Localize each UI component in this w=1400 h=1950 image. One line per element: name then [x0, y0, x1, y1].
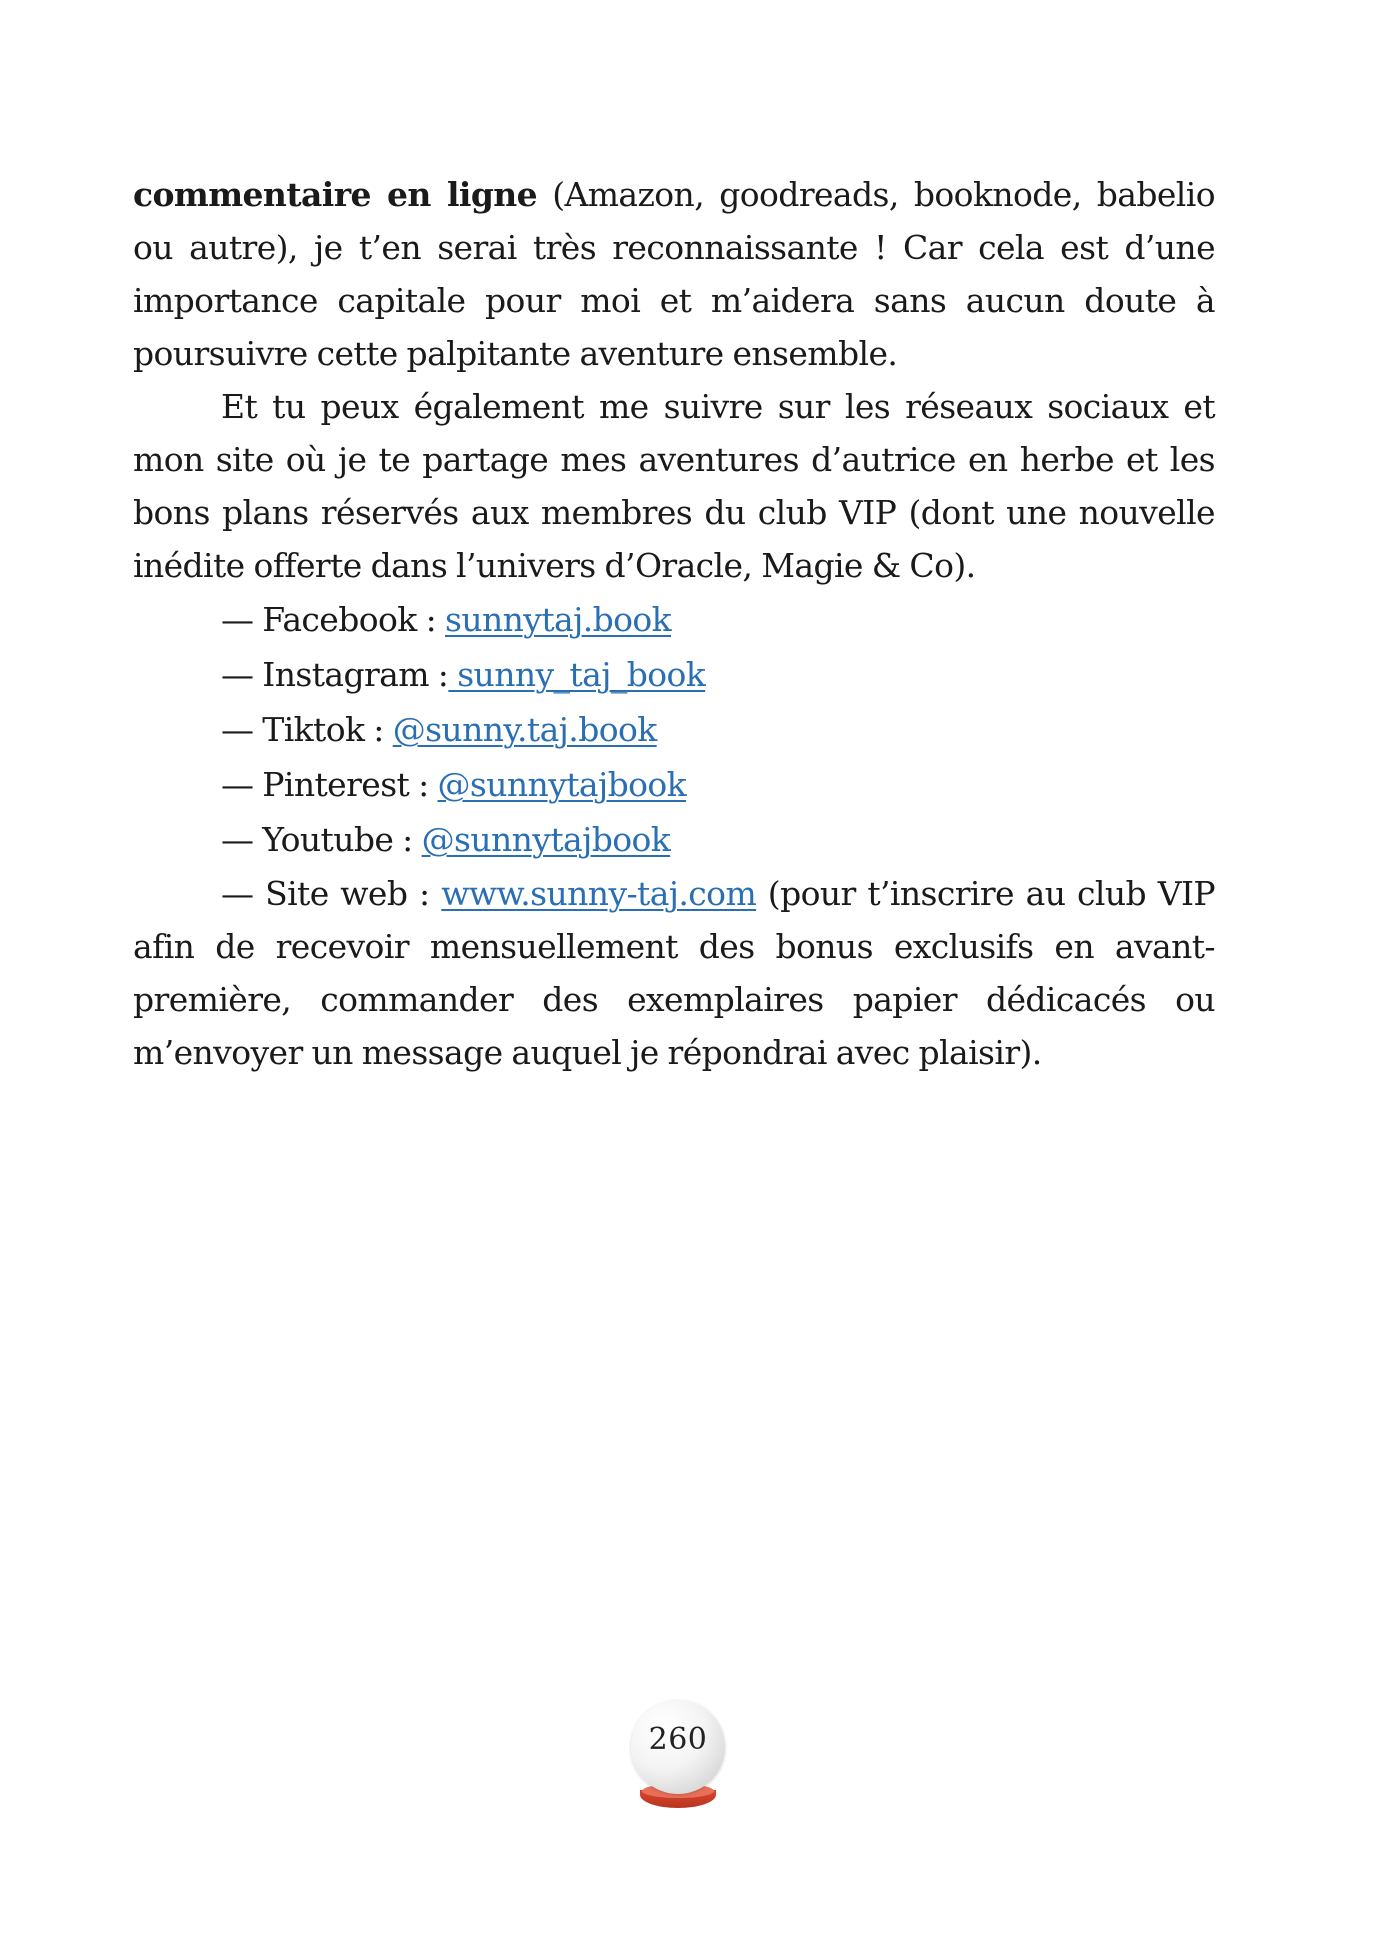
paragraph-text: (Amazon, goodreads, booknode, babelio ou autre), je t’en serai très reconnaissante ! Car cela est d’une importance capitale pour moi et m’aidera sans aucun doute à poursuivre cette palpitante aventure ensemble.	[133, 175, 1215, 373]
paragraph-website	[133, 867, 1215, 1079]
social-label: — Pinterest :	[221, 765, 438, 804]
social-tiktok	[133, 702, 1215, 757]
facebook-link[interactable]: sunnytaj.book	[445, 600, 672, 639]
social-instagram	[133, 647, 1215, 702]
page-number-badge	[628, 1700, 728, 1812]
page-number: 260	[648, 1722, 708, 1757]
social-label: — Youtube :	[221, 820, 422, 859]
page-body	[133, 168, 1215, 1079]
website-label: — Site web :	[221, 874, 442, 913]
bold-lead: commentaire en ligne	[133, 175, 538, 214]
youtube-link[interactable]: @sunnytajbook	[421, 820, 671, 859]
tiktok-link[interactable]: @sunny.taj.book	[392, 710, 657, 749]
website-link[interactable]: www.sunny-taj.com	[441, 874, 757, 913]
website-description: (pour t’inscrire au club VIP afin de recevoir mensuellement des bonus exclusifs en avant-première, commander des exemplaires papier dédicacés ou m’envoyer un message auquel je répondrai avec plaisir).	[133, 874, 1215, 1072]
social-label: — Facebook :	[221, 600, 445, 639]
social-facebook	[133, 592, 1215, 647]
social-youtube	[133, 812, 1215, 867]
social-label: — Tiktok :	[221, 710, 393, 749]
instagram-link[interactable]: sunny_taj_book	[448, 655, 706, 694]
paragraph-follow: Et tu peux également me suivre sur les réseaux sociaux et mon site où je te partage mes aventures d’autrice en herbe et les bons plans réservés aux membres du club VIP (dont une nouvelle inédite offerte dans l’univers d’Oracle, Magie & Co).	[133, 387, 1215, 585]
pinterest-link[interactable]: @sunnytajbook	[437, 765, 687, 804]
social-pinterest	[133, 757, 1215, 812]
paragraph-review-request	[133, 168, 1215, 380]
social-label: — Instagram :	[221, 655, 449, 694]
